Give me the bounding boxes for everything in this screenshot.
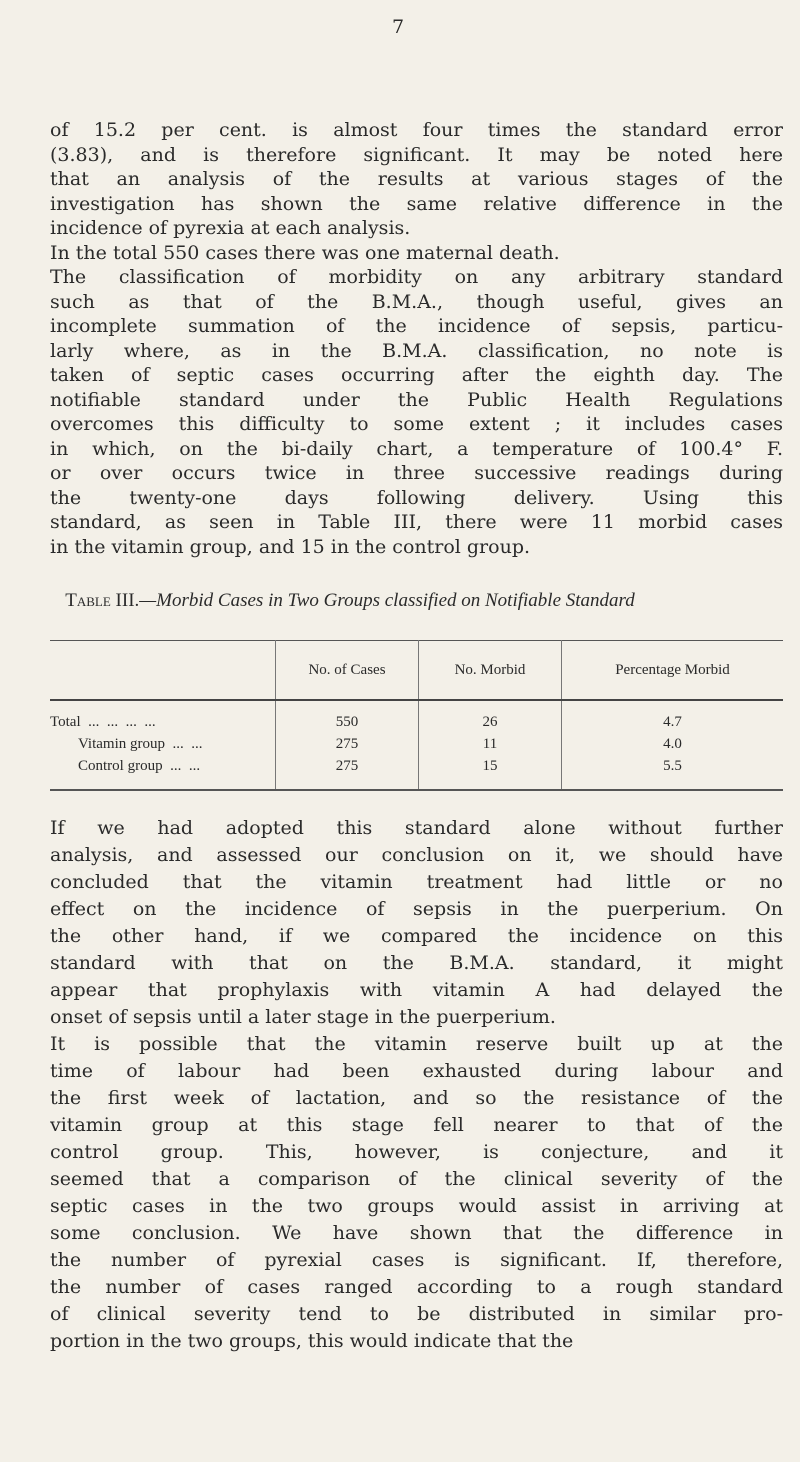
morbid-cell: 11	[419, 733, 562, 755]
cases-cell: 550	[276, 700, 419, 733]
table-label: Table III.	[65, 590, 140, 611]
paragraph-5-line: some conclusion. We have shown that the difference in	[50, 1222, 783, 1244]
table-row	[50, 700, 783, 733]
paragraph-3-line: overcomes this difficulty to some extent ; it includes cases	[50, 413, 783, 435]
paragraph-3-line: the twenty-one days following delivery. Using this	[50, 486, 783, 509]
table-header-row	[50, 641, 783, 701]
row-label: Vitamin group ... ...	[78, 736, 203, 752]
paragraph-4-line: the other hand, if we compared the incidence on this	[50, 925, 783, 947]
paragraph-3-line: taken of septic cases occurring after the eighth day. The	[50, 364, 783, 386]
cases-cell: 275	[276, 733, 419, 755]
cases-cell: 275	[276, 755, 419, 790]
paragraph-5-line: It is possible that the vitamin reserve built up at the	[50, 1033, 783, 1055]
paragraph-3-line: or over occurs twice in three successive readings during	[50, 462, 783, 484]
paragraph-1-line: incidence of pyrexia at each analysis.	[50, 217, 411, 239]
text-block-lower	[50, 815, 783, 1355]
percentage-cell: 4.7	[562, 700, 784, 733]
header-morbid: No. Morbid	[419, 641, 562, 701]
paragraph-5-line: control group. This, however, is conjecture, and it	[50, 1141, 783, 1163]
table-title: —Morbid Cases in Two Groups classified on Notifiable Standard	[139, 590, 635, 611]
paragraph-3-line: such as that of the B.M.A., though useful, gives an	[50, 290, 783, 313]
paragraph-5-line: portion in the two groups, this would indicate that the	[50, 1330, 574, 1352]
paragraph-4-line: If we had adopted this standard alone without further	[50, 817, 783, 839]
table-row	[50, 733, 783, 755]
paragraph-4-line: standard with that on the B.M.A. standard, it might	[50, 952, 783, 974]
paragraph-1-line: of 15.2 per cent. is almost four times the standard error	[50, 119, 783, 141]
paragraph-5-line: the first week of lactation, and so the resistance of the	[50, 1087, 783, 1109]
percentage-cell: 4.0	[562, 733, 784, 755]
paragraph-1-line: investigation has shown the same relative difference in the	[50, 192, 783, 215]
percentage-cell: 5.5	[562, 755, 784, 790]
morbid-cell: 26	[419, 700, 562, 733]
paragraph-4-line: concluded that the vitamin treatment had little or no	[50, 871, 783, 893]
header-cases: No. of Cases	[276, 641, 419, 701]
paragraph-5-line: time of labour had been exhausted during labour and	[50, 1060, 783, 1082]
paragraph-5-line: the number of pyrexial cases is significant. If, therefore,	[50, 1249, 783, 1271]
text-block-upper	[50, 118, 783, 559]
paragraph-3-line: notifiable standard under the Public Health Regulations	[50, 388, 783, 411]
paragraph-2-line: In the total 550 cases there was one maternal death.	[50, 241, 560, 264]
table-row	[50, 755, 783, 790]
paragraph-5-line: septic cases in the two groups would assist in arriving at	[50, 1195, 783, 1217]
morbid-cases-table	[50, 640, 783, 791]
paragraph-3-line: The classification of morbidity on any arbitrary standard	[50, 266, 783, 288]
paragraph-1-line: (3.83), and is therefore significant. It may be noted here	[50, 143, 783, 166]
page-number: 7	[392, 16, 405, 38]
paragraph-1-line: that an analysis of the results at various stages of the	[50, 168, 783, 190]
row-label: Control group ... ...	[78, 758, 201, 774]
paragraph-3-line: in which, on the bi-daily chart, a temperature of 100.4° F.	[50, 437, 783, 460]
row-label: Total ... ... ... ...	[50, 714, 156, 730]
paragraph-4-line: appear that prophylaxis with vitamin A had delayed the	[50, 979, 783, 1001]
paragraph-4-line: onset of sepsis until a later stage in the puerperium.	[50, 1006, 556, 1028]
paragraph-5-line: of clinical severity tend to be distributed in similar pro-	[50, 1303, 783, 1325]
paragraph-3-line: in the vitamin group, and 15 in the control group.	[50, 535, 531, 558]
table-caption	[50, 590, 650, 634]
morbid-cell: 15	[419, 755, 562, 790]
paragraph-3-line: incomplete summation of the incidence of sepsis, particu-	[50, 315, 783, 337]
header-percentage: Percentage Morbid	[562, 641, 784, 701]
paragraph-5-line: vitamin group at this stage fell nearer to that of the	[50, 1114, 783, 1136]
paragraph-5-line: seemed that a comparison of the clinical severity of the	[50, 1168, 783, 1190]
paragraph-3-line: standard, as seen in Table III, there were 11 morbid cases	[50, 511, 783, 533]
paragraph-4-line: effect on the incidence of sepsis in the puerperium. On	[50, 898, 783, 920]
paragraph-5-line: the number of cases ranged according to a rough standard	[50, 1276, 783, 1298]
paragraph-3-line: larly where, as in the B.M.A. classification, no note is	[50, 339, 783, 362]
header-blank	[50, 641, 276, 701]
paragraph-4-line: analysis, and assessed our conclusion on it, we should have	[50, 844, 783, 866]
